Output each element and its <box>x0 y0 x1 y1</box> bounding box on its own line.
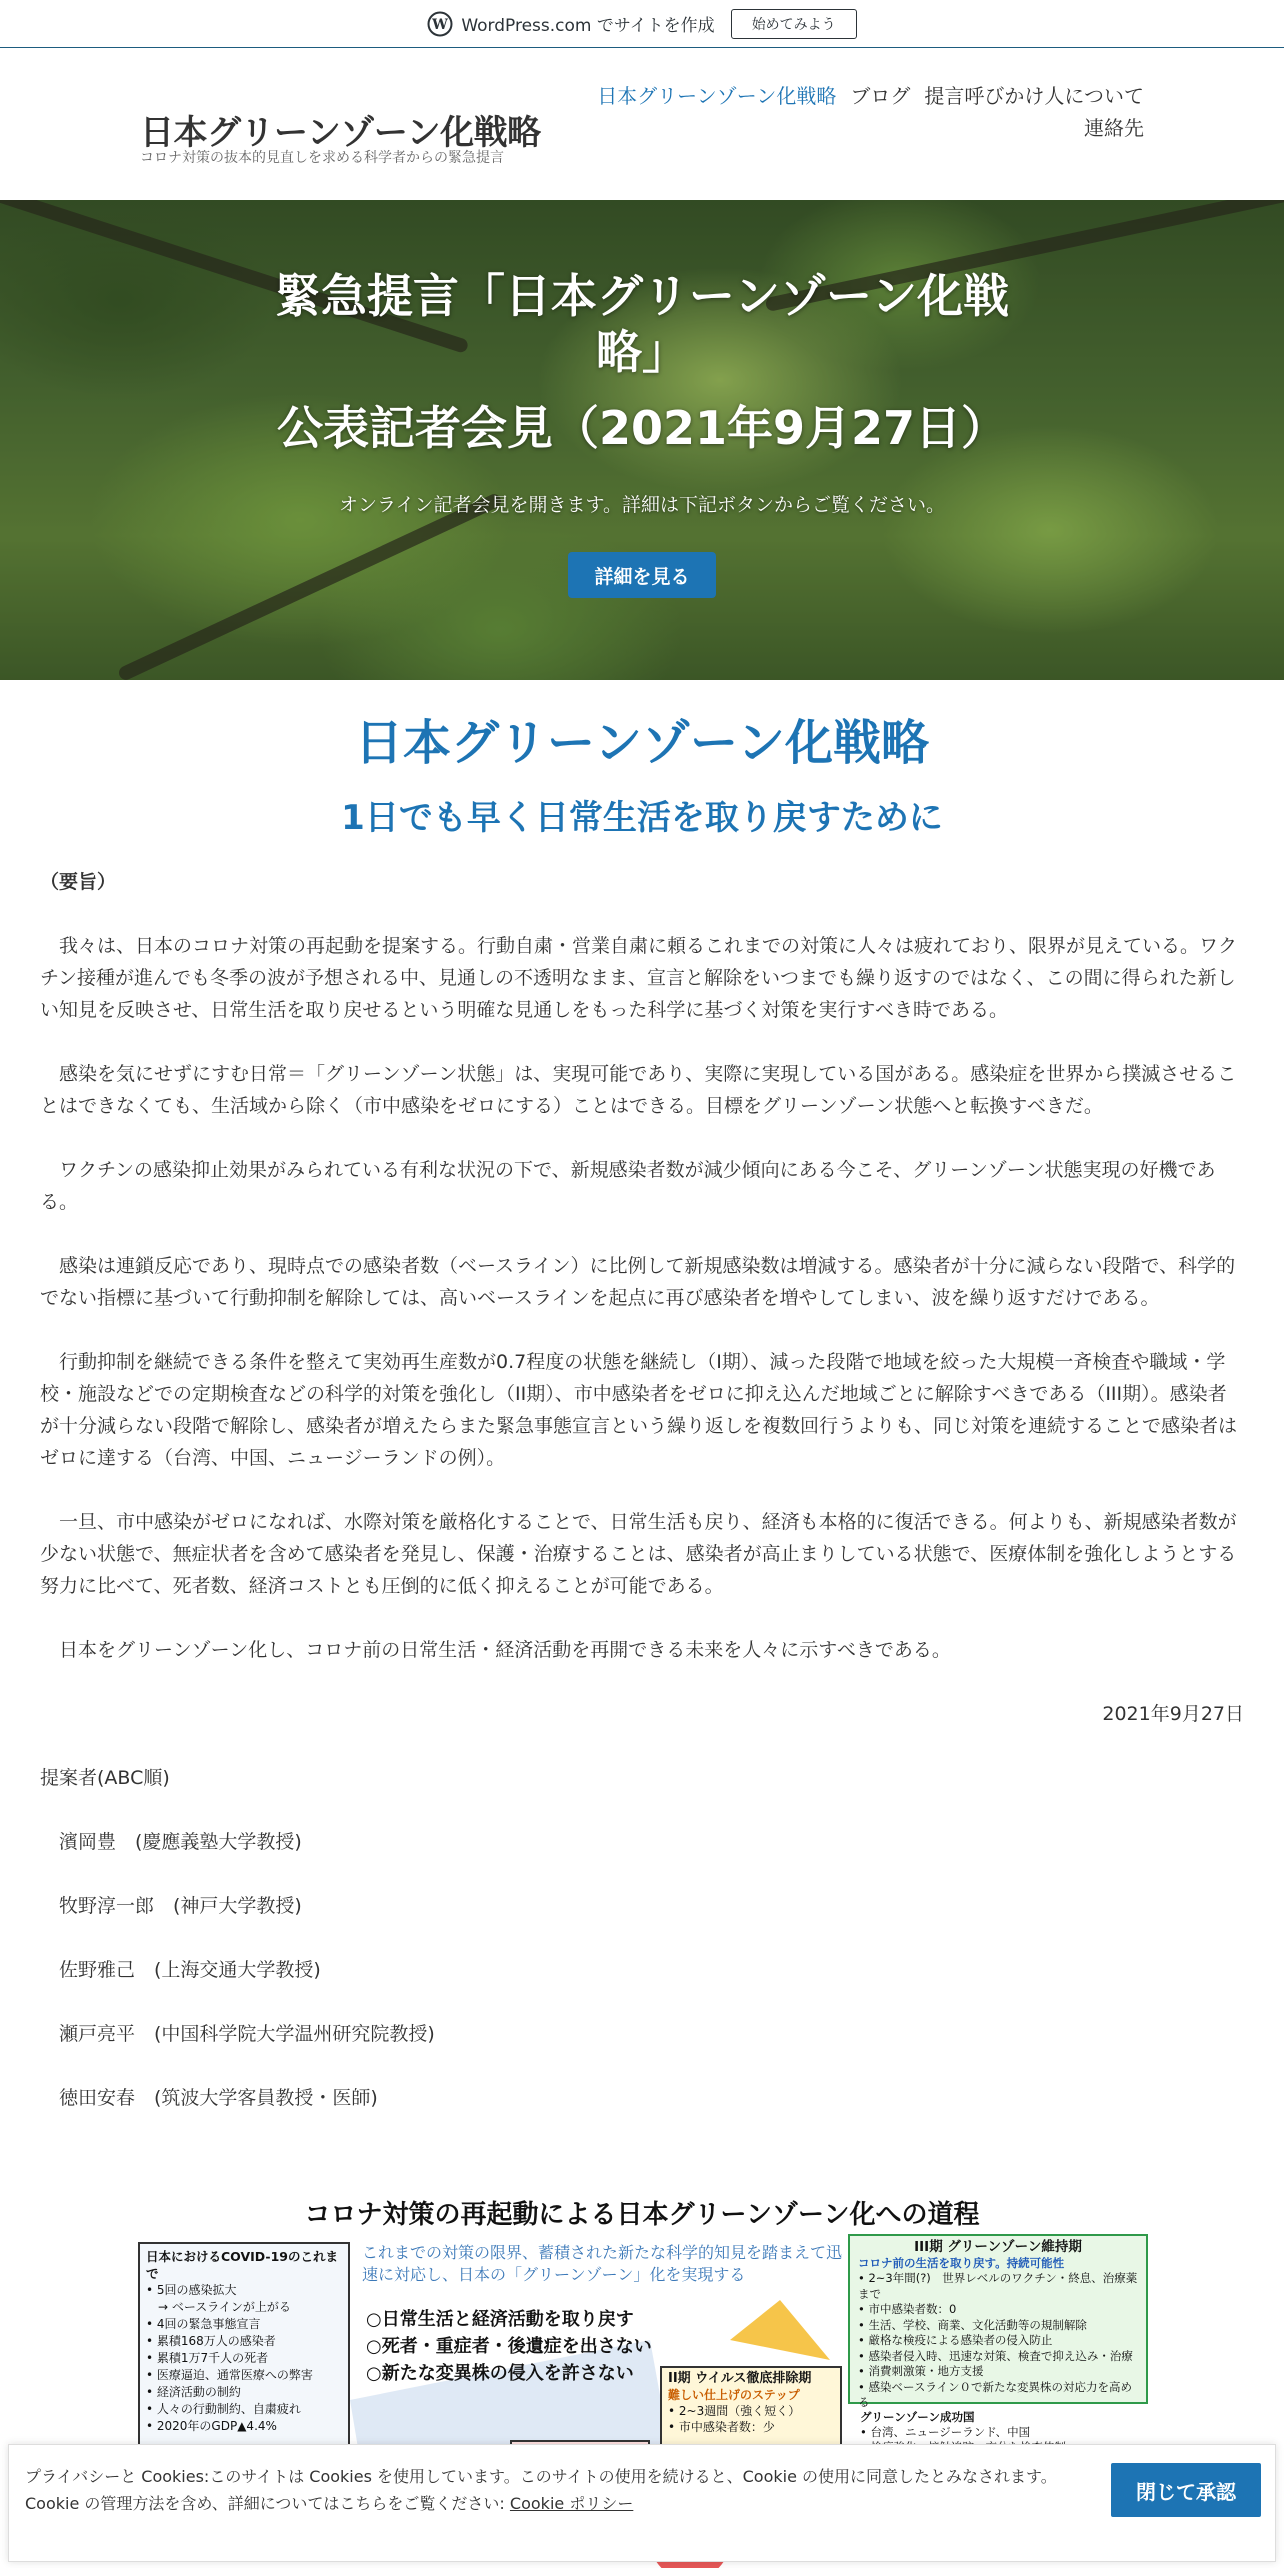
phase2-item: • 2~3週間（強く短く） <box>668 2404 801 2418</box>
goal-item: ○死者・重症者・後遺症を出さない <box>366 2336 652 2357</box>
history-item: • 医療逼迫、通常医療への弊害 <box>146 2368 313 2382</box>
history-item: • 4回の緊急事態宣言 <box>146 2317 261 2331</box>
history-box-title: 日本におけるCOVID-19のこれまで <box>146 2249 338 2281</box>
start-button[interactable]: 始めてみよう <box>731 9 857 39</box>
hero-subtitle: オンライン記者会見を開きます。詳細は下記ボタンからご覧ください。 <box>339 494 945 516</box>
history-item: → ベースラインが上がる <box>146 2300 291 2314</box>
goal-item: ○日常生活と経済活動を取り戻す <box>366 2309 634 2330</box>
proposer-item: 瀬戸亮平 (中国科学院大学温州研究院教授) <box>40 2023 435 2045</box>
wordpress-logo-icon <box>427 11 453 37</box>
paragraph: 行動抑制を継続できる条件を整えて実効再生産数が0.7程度の状態を継続し（I期）、減った段階で地域を絞った大規模一斉検査や職域・学校・施設などでの定期検査などの科学的対策を強化し（II期）、市中感染者をゼロに抑え込んだ地域ごとに解除すべきである（III期）。感染者が十分減らない段階で解除し、感染者が増えたらまた緊急事態宣言という繰り返しを複数回行うよりも、同じ対策を連続することで感染者はゼロに達する（台湾、中国、ニュージーランドの例）。 <box>40 1351 1238 1469</box>
cookie-notice-line1: プライバシーと Cookies:このサイトは Cookies を使用しています。このサイトの使用を続けると、Cookie の使用に同意したとみなされます。 <box>25 2467 1057 2486</box>
cookie-notice-text <box>25 2463 1065 2517</box>
hero-banner <box>0 200 1284 680</box>
phase3-item: • 消費刺激策・地方支援 <box>858 2364 984 2378</box>
hero-heading-date: 公表記者会見（2021年9月27日） <box>276 401 1008 455</box>
article-body <box>40 866 1244 2146</box>
history-item: • 2020年のGDP▲4.4% <box>146 2419 277 2433</box>
goals-list <box>366 2306 652 2387</box>
paragraph: 一旦、市中感染がゼロになれば、水際対策を厳格化することで、日常生活も戻り、経済も本格的に復活できる。何よりも、新規感染者数が少ない状態で、無症状者を含めて感染者を発見し、保護・治療することは、感染者が高止まりしている状態で、医療体制を強化しようとする努力に比べて、死者数、経済コストとも圧倒的に低く抑えることが可能である。 <box>40 1511 1237 1597</box>
history-item: • 累積168万人の感染者 <box>146 2334 276 2348</box>
proposer-item: 佐野雅己 (上海交通大学教授) <box>40 1959 321 1981</box>
phase2-title: II期 ウイルス徹底排除期 <box>668 2371 812 2386</box>
paragraph: ワクチンの感染抑止効果がみられている有利な状況の下で、新規感染者数が減少傾向にある今こそ、グリーンゾーン状態実現の好機である。 <box>40 1159 1216 1213</box>
phase2-item: • 市中感染者数：少 <box>668 2420 775 2434</box>
proposer-item: 徳田安春 (筑波大学客員教授・医師) <box>40 2087 378 2109</box>
success-country-item: • 台湾、ニュージーランド、中国 <box>860 2425 1031 2439</box>
phase3-item: • 市中感染者数：0 <box>858 2302 957 2316</box>
figure-title: コロナ対策の再起動による日本グリーンゾーン化への道程 <box>304 2200 980 2230</box>
wordpress-top-bar <box>0 0 1284 48</box>
nav-item-contact[interactable]: 連絡先 <box>1084 116 1144 140</box>
phase3-item: • 厳格な検疫による感染者の侵入防止 <box>858 2333 1053 2347</box>
history-item: • 経済活動の制約 <box>146 2385 241 2399</box>
hero-heading: 緊急提言「日本グリーンゾーン化戦略」 <box>274 269 1010 379</box>
phase3-item: • 2~3年間(?) 世界レベルのワクチン・終息、治療薬まで <box>858 2271 1138 2301</box>
proposer-item: 牧野淳一郎 (神戸大学教授) <box>40 1895 302 1917</box>
phase3-item: • 感染ベースライン０で新たな変異株の対応力を高める <box>858 2379 1133 2409</box>
wordpress-brand-text: WordPress.com でサイトを作成 <box>461 16 715 36</box>
view-details-button[interactable]: 詳細を見る <box>568 552 716 598</box>
summary-label: （要旨） <box>40 871 117 893</box>
nav-item-about-proposers[interactable]: 提言呼びかけ人について <box>924 84 1144 108</box>
cookie-policy-link[interactable]: Cookie ポリシー <box>509 2494 634 2513</box>
phase2-subtitle: 難しい仕上げのステップ <box>668 2388 800 2402</box>
history-item: • 人々の行動制約、自粛疲れ <box>146 2402 301 2416</box>
cookie-consent-banner <box>8 2444 1276 2562</box>
nav-item-green-zone-strategy[interactable]: 日本グリーンゾーン化戦略 <box>597 84 837 108</box>
wordpress-create-site-link[interactable] <box>427 11 714 37</box>
history-item: • 累積1万7千人の死者 <box>146 2351 269 2365</box>
goal-item: ○新たな変異株の侵入を許さない <box>366 2363 634 2384</box>
publish-date: 2021年9月27日 <box>1102 1703 1244 1725</box>
proposer-item: 濱岡豊 (慶應義塾大学教授) <box>40 1831 302 1853</box>
paragraph: 日本をグリーンゾーン化し、コロナ前の日常生活・経済活動を再開できる未来を人々に示すべきである。 <box>40 1639 951 1661</box>
phase3-item: • 生活、学校、商業、文化活動等の規制解除 <box>858 2317 1087 2332</box>
proposers-label: 提案者(ABC順) <box>40 1767 170 1789</box>
page-subtitle: 1日でも早く日常生活を取り戻すために <box>341 798 943 838</box>
phase3-item: • 感染者侵入時、迅速な対策、検査で抑え込み・治療 <box>858 2348 1133 2363</box>
paragraph: 感染を気にせずにすむ日常＝「グリーンゾーン状態」は、実現可能であり、実際に実現している国がある。感染症を世界から撲滅させることはできなくても、生活域から除く（市中感染をゼロにする）ことはできる。目標をグリーンゾーン状態へと転換すべきだ。 <box>40 1063 1237 1117</box>
svg-text:W: W <box>432 16 449 33</box>
nav-item-blog[interactable]: ブログ <box>850 84 911 108</box>
cookie-notice-line2: Cookie の管理方法を含め、詳細についてはこちらをご覧ください: <box>25 2494 505 2513</box>
success-countries-title: グリーンゾーン成功国 <box>860 2410 975 2424</box>
paragraph: 我々は、日本のコロナ対策の再起動を提案する。行動自粛・営業自粛に頼るこれまでの対策に人々は疲れており、限界が見えている。ワクチン接種が進んでも冬季の波が予想される中、見通しの不透明なまま、宣言と解除をいつまでも繰り返すのではなく、この間に得られた新しい知見を反映させ、日常生活を取り戻せるという明確な見通しをもった科学に基づく対策を実行すべき時である。 <box>40 935 1238 1021</box>
roadmap-phase-arrow <box>730 2300 830 2360</box>
history-item: • 5回の感染拡大 <box>146 2283 237 2297</box>
page-title: 日本グリーンゾーン化戦略 <box>354 715 930 771</box>
site-title[interactable]: 日本グリーンゾーン化戦略 <box>140 113 541 153</box>
phase3-box <box>848 2234 1148 2409</box>
main-navigation <box>564 80 1144 144</box>
figure-intro-text: これまでの対策の限界、蓄積された新たな科学的知見を踏まえて迅速に対応し、日本の「グリーンゾーン」化を実現する <box>362 2243 843 2284</box>
phase3-title: III期 グリーンゾーン維持期 <box>914 2239 1082 2255</box>
paragraph: 感染は連鎖反応であり、現時点での感染者数（ベースライン）に比例して新規感染数は増減する。感染者が十分に減らない段階で、科学的でない指標に基づいて行動抑制を解除しては、高いベースラインを起点に再び感染者を増やしてしまい、波を繰り返すだけである。 <box>40 1255 1236 1309</box>
site-description: コロナ対策の抜本的見直しを求める科学者からの緊急提言 <box>140 150 504 166</box>
history-box <box>138 2242 350 2472</box>
close-and-accept-button[interactable]: 閉じて承認 <box>1111 2463 1261 2517</box>
phase3-subtitle: コロナ前の生活を取り戻す。持続可能性 <box>858 2255 1065 2270</box>
